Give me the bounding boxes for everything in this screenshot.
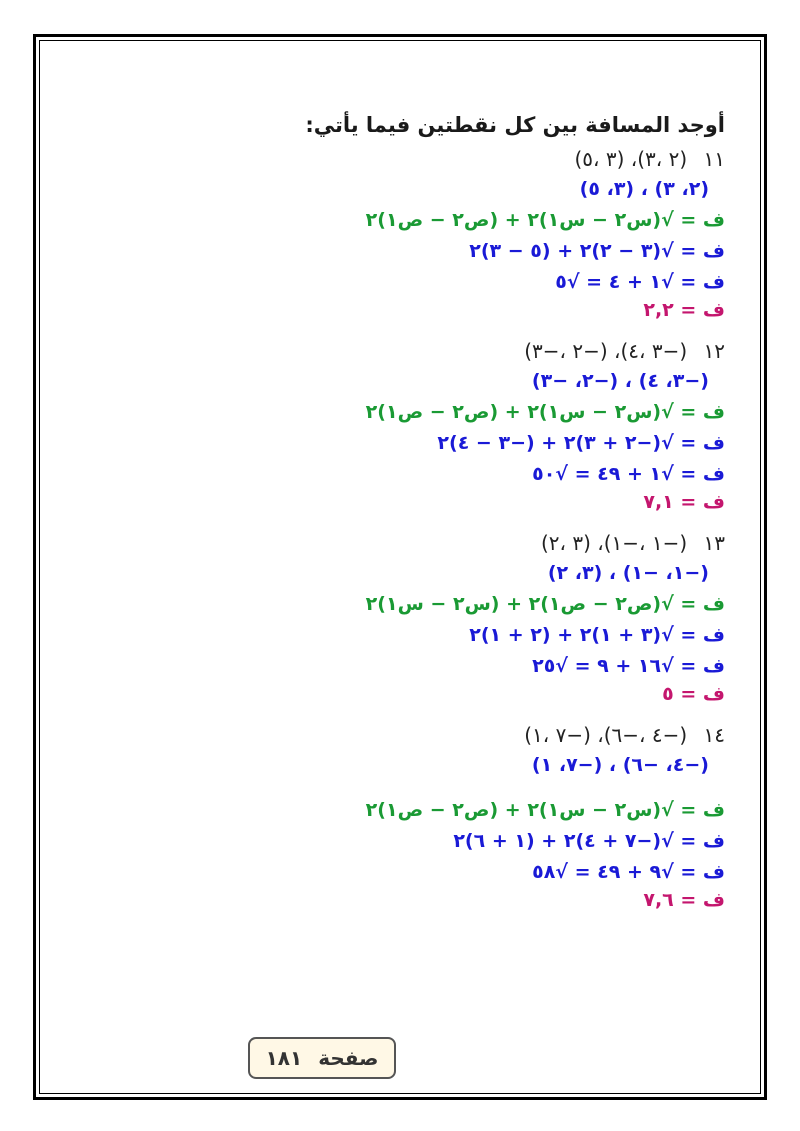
problem-points: (−١ ،−١)، (٣ ،٢) <box>540 531 688 555</box>
problem-statement <box>165 144 725 174</box>
problem-number: ١٢ <box>703 339 725 363</box>
problem-points: (−٣ ،٤)، (−٢ ،−٣) <box>524 339 688 363</box>
problem-statement <box>165 336 725 366</box>
page-label: صفحة <box>318 1046 379 1070</box>
final-answer: ف = ٧,٦ <box>643 889 725 911</box>
problem-number: ١٤ <box>703 723 725 747</box>
final-answer: ف = ٧,١ <box>643 491 725 513</box>
substitution-step: ف = √(٣ + ١)٢ + (٢ + ١)٢ <box>469 624 725 646</box>
distance-formula: ف = √(س٢ − س١)٢ + (ص٢ − ص١)٢ <box>365 401 725 423</box>
problem-12 <box>165 336 725 514</box>
sum-step: ف = √٩ + ٤٩ = √٥٨ <box>532 861 725 883</box>
problem-points: (٢ ،٣)، (٣ ،٥) <box>574 147 688 171</box>
problem-14 <box>165 720 725 912</box>
problem-statement <box>165 528 725 558</box>
restated-points: (−٤، −٦) ، (−٧، ١) <box>531 754 709 776</box>
distance-formula: ف = √(س٢ − س١)٢ + (ص٢ − ص١)٢ <box>365 799 725 821</box>
substitution-step: ف = √(−٢ + ٣)٢ + (−٣ − ٤)٢ <box>437 432 725 454</box>
sum-step: ف = √١ + ٤٩ = √٥٠ <box>532 463 725 485</box>
problem-11 <box>165 144 725 322</box>
restated-points: (٢، ٣) ، (٣، ٥) <box>579 178 709 200</box>
final-answer: ف = ٥ <box>662 683 725 705</box>
problem-number: ١٣ <box>703 531 725 555</box>
problem-statement <box>165 720 725 750</box>
distance-formula: ف = √(س٢ − س١)٢ + (ص٢ − ص١)٢ <box>365 209 725 231</box>
sum-step: ف = √١٦ + ٩ = √٢٥ <box>532 655 725 677</box>
page-number-badge <box>248 1037 396 1079</box>
substitution-step: ف = √(−٧ + ٤)٢ + (١ + ٦)٢ <box>453 830 725 852</box>
sum-step: ف = √١ + ٤ = √٥ <box>555 271 725 293</box>
instruction-heading: أوجد المسافة بين كل نقطتين فيما يأتي: <box>305 113 725 137</box>
distance-formula: ف = √(ص٢ − ص١)٢ + (س٢ − س١)٢ <box>365 593 725 615</box>
problem-points: (−٤ ،−٦)، (−٧ ،١) <box>524 723 688 747</box>
problem-13 <box>165 528 725 706</box>
problem-number: ١١ <box>703 147 725 171</box>
restated-points: (−١، −١) ، (٣، ٢) <box>547 562 709 584</box>
worksheet-content <box>165 110 725 926</box>
substitution-step: ف = √(٣ − ٢)٢ + (٥ − ٣)٢ <box>469 240 725 262</box>
restated-points: (−٣، ٤) ، (−٢، −٣) <box>531 370 709 392</box>
page-number: ١٨١ <box>265 1046 303 1070</box>
final-answer: ف = ٢,٢ <box>643 299 725 321</box>
